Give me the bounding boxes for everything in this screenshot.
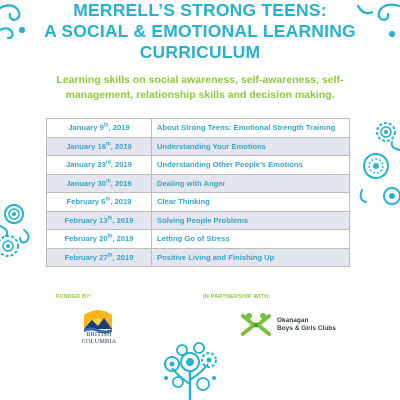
- dot-icon: [390, 32, 394, 36]
- session-date: January 23rd, 2019: [47, 156, 152, 175]
- title-line-1: MERRELL’S STRONG TEENS:: [73, 0, 327, 20]
- swirl-icon: [20, 230, 29, 243]
- flower-tree-icon: [164, 343, 216, 400]
- title-line-3: CURRICULUM: [139, 42, 261, 62]
- session-topic: Understanding Other People’s Emotions: [152, 156, 350, 175]
- session-date: January 16th, 2019: [47, 137, 152, 156]
- british-columbia-wordmark: BRITISH COLUMBIA: [81, 331, 117, 345]
- swirl-icon: [0, 28, 13, 38]
- session-date: February 20th, 2019: [47, 230, 152, 249]
- flower-icon: [5, 205, 23, 223]
- partnership-label: IN PARTNERSHIP WITH:: [203, 294, 271, 300]
- session-topic: Dealing with Anger: [152, 174, 350, 193]
- flower-icon: [0, 236, 18, 256]
- session-date: February 6th, 2019: [47, 193, 152, 212]
- swirl-icon: [0, 5, 19, 20]
- session-date: February 13th, 2019: [47, 211, 152, 230]
- swirl-icon: [379, 5, 400, 20]
- swirl-icon: [0, 226, 7, 236]
- title-line-2: A SOCIAL & EMOTIONAL LEARNING: [44, 21, 356, 41]
- swirl-icon: [361, 190, 366, 202]
- flower-icon: [384, 188, 400, 204]
- session-topic: Letting Go of Stress: [152, 230, 350, 249]
- session-topic: Clear Thinking: [152, 193, 350, 212]
- subtitle-line-2: management, relationship skills and decision making.: [65, 89, 335, 101]
- session-date: January 9th, 2019: [47, 119, 152, 138]
- session-topic: Solving People Problems: [152, 211, 350, 230]
- session-date: January 30th, 2019: [47, 174, 152, 193]
- swirl-icon: [392, 142, 400, 150]
- session-topic: Positive Living and Finishing Up: [152, 248, 350, 267]
- session-date: February 27th, 2019: [47, 248, 152, 267]
- dot-icon: [20, 28, 24, 32]
- subtitle-line-1: Learning skills on social awareness, self-awareness, self-: [56, 74, 344, 86]
- swirl-icon: [358, 6, 372, 13]
- flower-icon: [377, 123, 395, 141]
- boys-girls-clubs-wordmark: Okanagan Boys & Girls Clubs: [277, 317, 336, 332]
- funded-by-label: FUNDED BY:: [56, 294, 92, 300]
- session-topic: Understanding Your Emotions: [152, 137, 350, 156]
- flower-icon: [364, 154, 388, 178]
- session-topic: About Strong Teens: Emotional Strength Training: [152, 119, 350, 138]
